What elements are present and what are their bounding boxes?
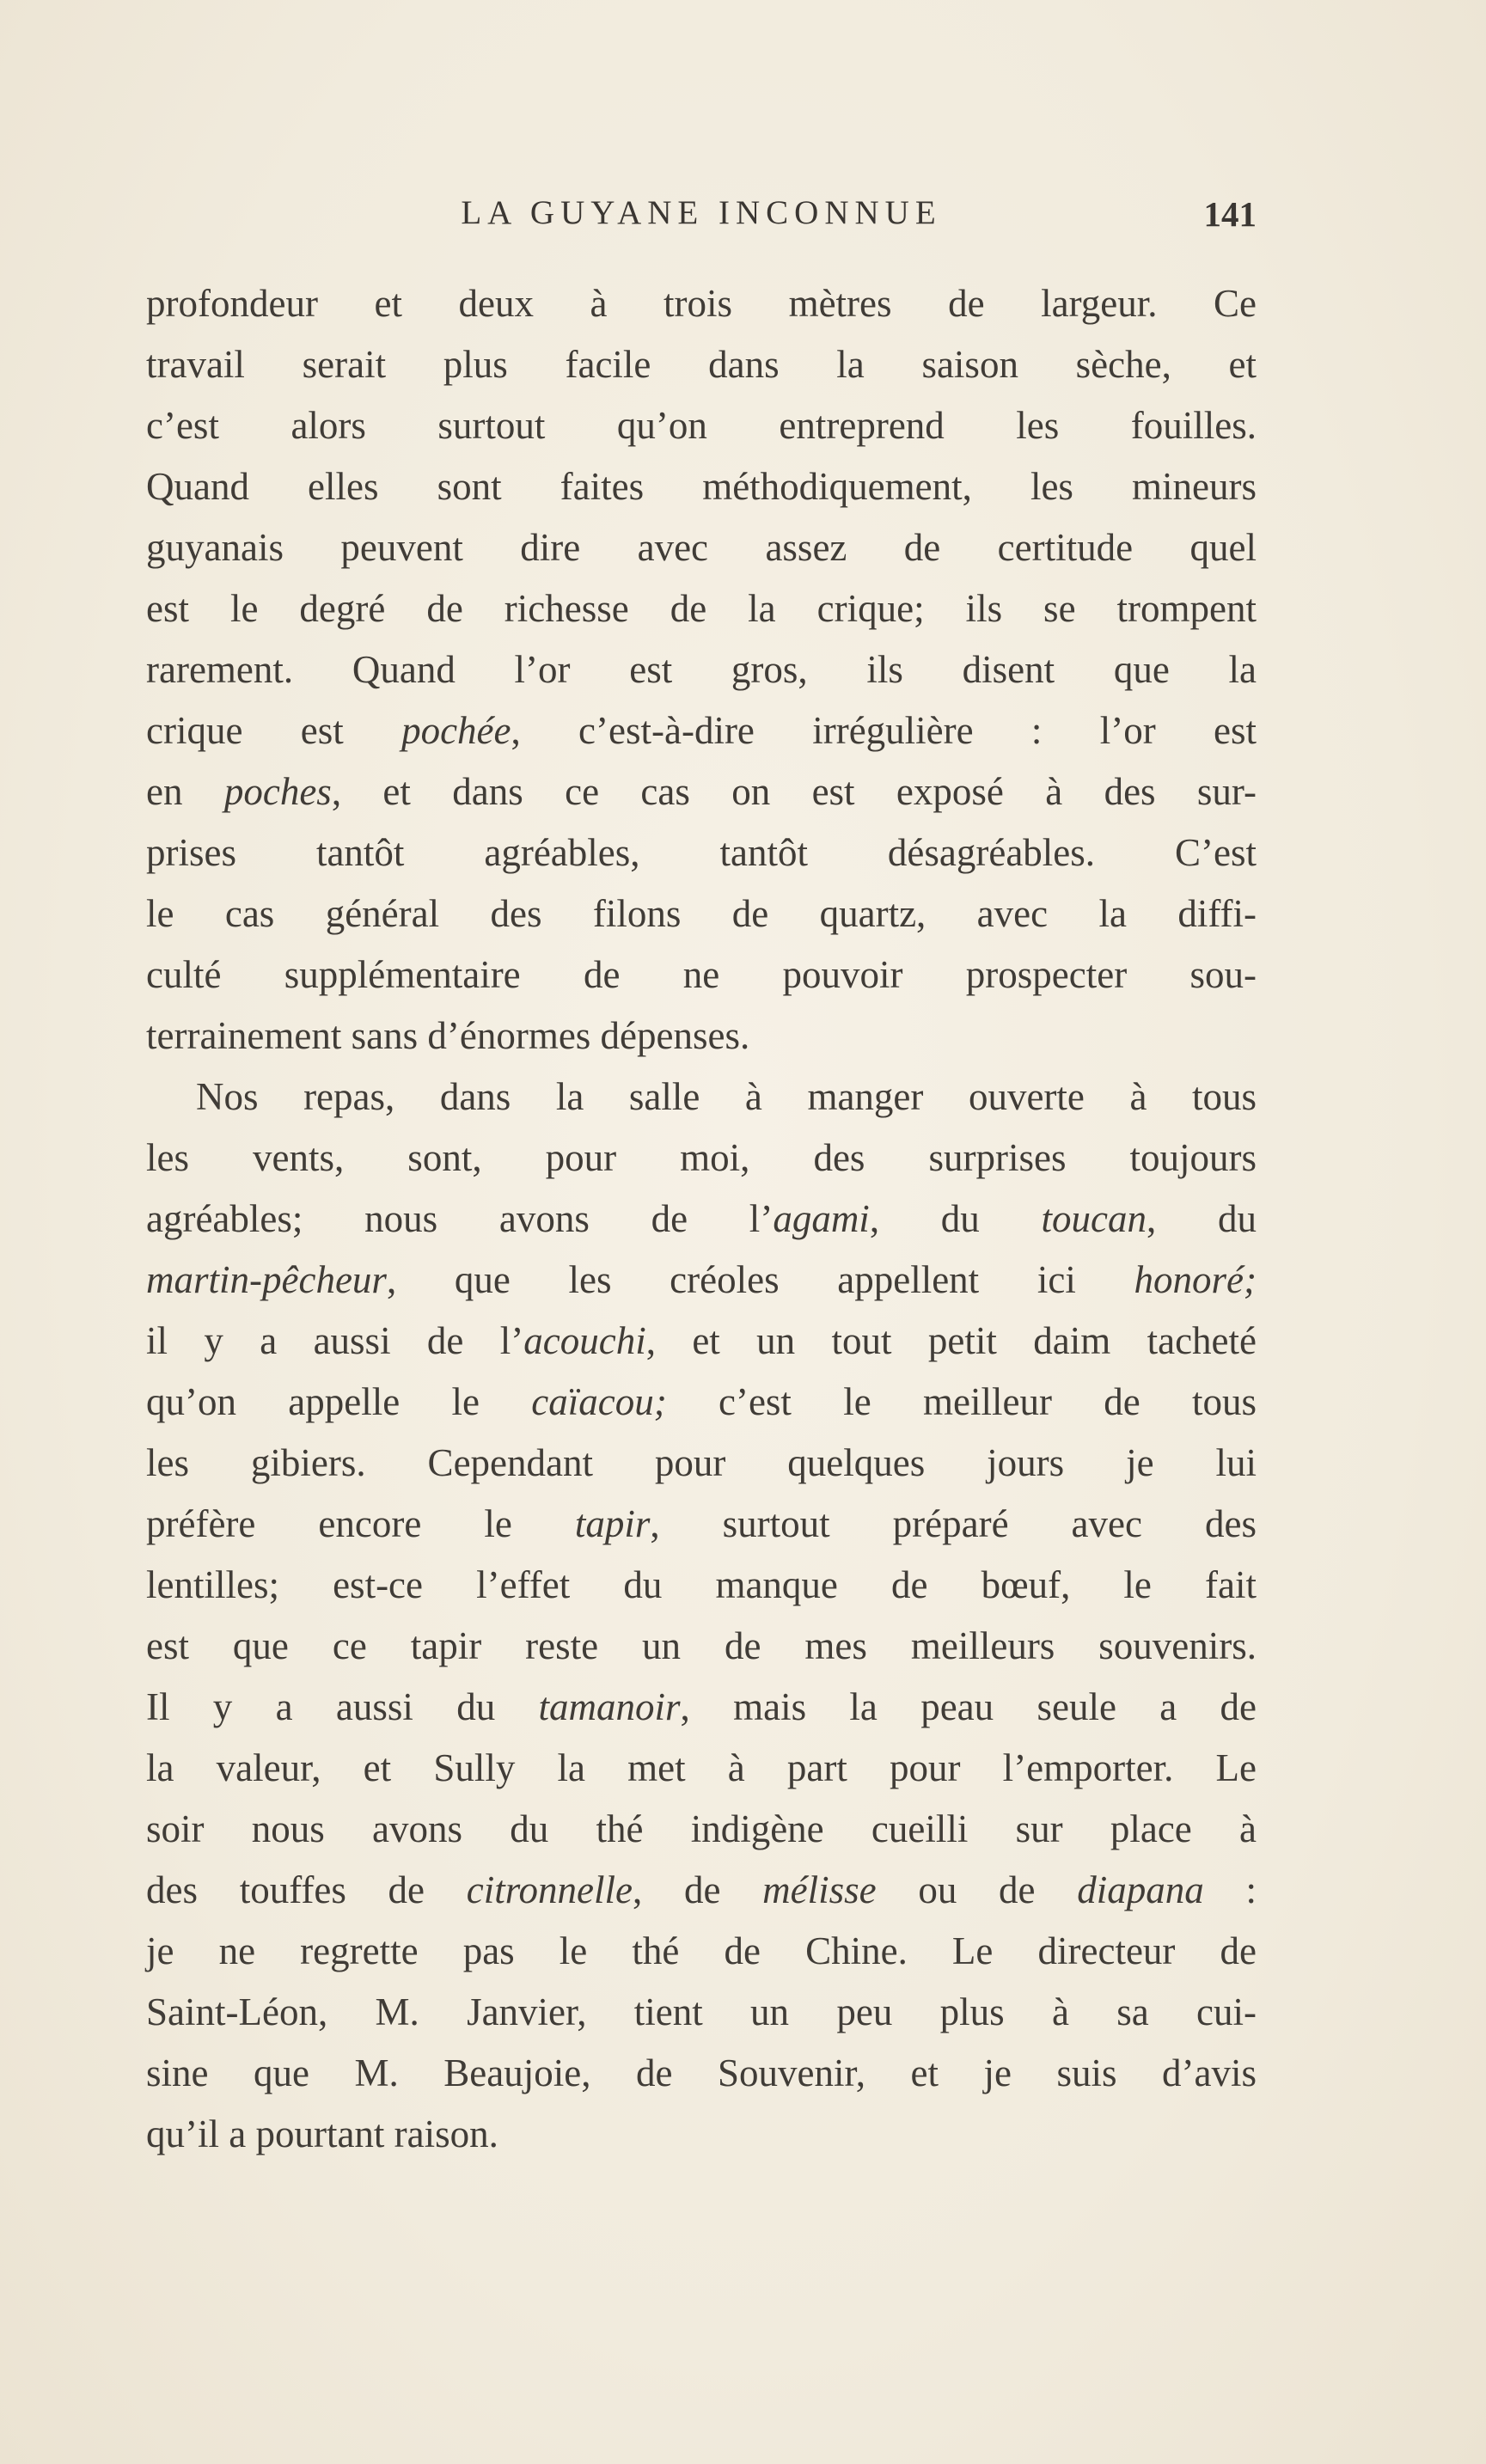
text-segment: qu’il a pourtant raison. (146, 2112, 498, 2155)
text-segment: sine que M. Beaujoie, de Souvenir, et je suis d’avis (146, 2051, 1257, 2094)
body-text (146, 273, 1257, 2165)
running-title: LA GUYANE INCONNUE (461, 194, 942, 231)
text-segment: , que les créoles appellent ici (386, 1258, 1134, 1301)
page-header (146, 193, 1257, 245)
text-segment: est le degré de richesse de la crique; ils se trompent (146, 587, 1257, 630)
text-line (146, 1128, 1257, 1189)
text-line (146, 456, 1257, 517)
text-segment: , de (633, 1868, 763, 1911)
text-segment: , mais la peau seule a de (680, 1685, 1257, 1728)
text-segment: ou de (876, 1868, 1078, 1911)
text-line (146, 1860, 1257, 1921)
text-line (146, 1677, 1257, 1738)
text-segment: je ne regrette pas le thé de Chine. Le directeur de (146, 1929, 1257, 1972)
text-segment: la valeur, et Sully la met à part pour l’emporter. Le (146, 1746, 1257, 1789)
italic-term: toucan (1041, 1197, 1147, 1240)
text-line (146, 945, 1257, 1006)
text-line (146, 1738, 1257, 1799)
text-line (146, 1433, 1257, 1494)
text-segment: : (1203, 1868, 1257, 1911)
text-segment: culté supplémentaire de ne pouvoir prospecter sou- (146, 953, 1257, 996)
italic-term: poches (223, 770, 332, 813)
text-line (146, 517, 1257, 578)
text-segment: profondeur et deux à trois mètres de largeur. Ce (146, 282, 1257, 325)
text-segment: , c’est-à-dire irrégulière : l’or est (511, 709, 1257, 752)
text-segment: , du (1147, 1197, 1257, 1240)
text-segment: les vents, sont, pour moi, des surprises toujours (146, 1136, 1257, 1179)
text-line (146, 1921, 1257, 1982)
italic-term: martin-pêcheur (146, 1258, 387, 1301)
text-segment: Il y a aussi du (146, 1685, 539, 1728)
italic-term: acouchi (523, 1319, 646, 1362)
text-line (146, 639, 1257, 700)
text-line (146, 1189, 1257, 1250)
text-segment: prises tantôt agréables, tantôt désagréables. C’est (146, 831, 1257, 874)
italic-term: citronnelle (466, 1868, 633, 1911)
text-segment: terrainement sans d’énormes dépenses. (146, 1014, 750, 1057)
text-segment: Quand elles sont faites méthodiquement, les mineurs (146, 465, 1257, 508)
text-segment: qu’on appelle le (146, 1380, 532, 1423)
text-line (146, 1616, 1257, 1677)
text-segment: , et dans ce cas on est exposé à des sur- (331, 770, 1257, 813)
text-line (146, 1555, 1257, 1616)
text-segment: préfère encore le (146, 1502, 575, 1545)
text-line (146, 1494, 1257, 1555)
text-line (146, 700, 1257, 761)
text-segment: c’est alors surtout qu’on entreprend les fouilles. (146, 404, 1257, 447)
text-line (146, 2043, 1257, 2104)
text-segment: rarement. Quand l’or est gros, ils disent que la (146, 648, 1257, 691)
italic-term: tapir (574, 1502, 651, 1545)
page-number: 141 (1203, 194, 1257, 234)
text-segment: , surtout préparé avec des (650, 1502, 1257, 1545)
text-line (146, 822, 1257, 883)
text-line (146, 1250, 1257, 1311)
text-line (146, 1982, 1257, 2043)
italic-term: agami (773, 1197, 870, 1240)
text-line (146, 1372, 1257, 1433)
text-segment: est que ce tapir reste un de mes meilleurs souvenirs. (146, 1624, 1257, 1667)
text-line (146, 1006, 1257, 1067)
text-segment: des touffes de (146, 1868, 467, 1911)
italic-term: caïacou; (531, 1380, 667, 1423)
text-line (146, 761, 1257, 822)
text-line (146, 273, 1257, 334)
text-line (146, 395, 1257, 456)
text-segment: lentilles; est-ce l’effet du manque de bœuf, le fait (146, 1563, 1257, 1606)
text-segment: , du (869, 1197, 1042, 1240)
text-segment: il y a aussi de l’ (146, 1319, 524, 1362)
text-line (146, 2104, 1257, 2165)
text-line (146, 578, 1257, 639)
text-line (146, 1311, 1257, 1372)
text-segment: agréables; nous avons de l’ (146, 1197, 774, 1240)
text-segment: soir nous avons du thé indigène cueilli sur place à (146, 1807, 1257, 1850)
text-segment: Saint-Léon, M. Janvier, tient un peu plus à sa cui- (146, 1990, 1257, 2033)
italic-term: tamanoir (538, 1685, 681, 1728)
text-segment: crique est (146, 709, 402, 752)
text-segment: , et un tout petit daim tacheté (645, 1319, 1257, 1362)
text-segment: Nos repas, dans la salle à manger ouverte à tous (196, 1075, 1257, 1118)
italic-term: honoré; (1134, 1258, 1257, 1301)
italic-term: pochée (401, 709, 511, 752)
text-segment: guyanais peuvent dire avec assez de certitude quel (146, 526, 1257, 569)
text-line (146, 883, 1257, 945)
italic-term: diapana (1077, 1868, 1204, 1911)
italic-term: mélisse (762, 1868, 877, 1911)
text-line (146, 334, 1257, 395)
text-line (146, 1067, 1257, 1128)
text-segment: en (146, 770, 224, 813)
text-segment: les gibiers. Cependant pour quelques jours je lui (146, 1441, 1257, 1484)
text-line (146, 1799, 1257, 1860)
text-segment: c’est le meilleur de tous (666, 1380, 1257, 1423)
text-segment: travail serait plus facile dans la saison sèche, et (146, 343, 1257, 386)
text-segment: le cas général des filons de quartz, avec la diffi- (146, 892, 1257, 935)
